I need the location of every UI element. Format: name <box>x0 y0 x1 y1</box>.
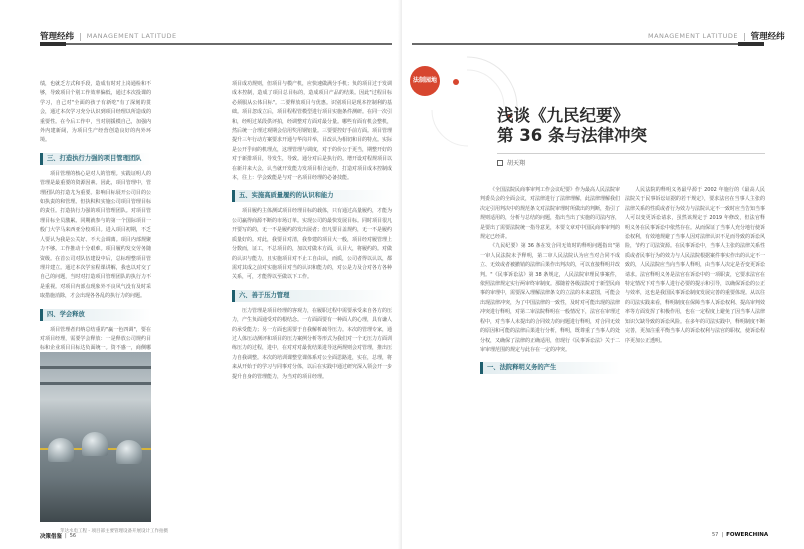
title-line-1: 浅谈《九民纪要》 <box>497 106 629 125</box>
paragraph: 项目管理者归纳总结重的"赢一色四调"，要在对项目经理，需要学会释放：一是释放公司规约目标和企业项目目标达负面统一。资不感一，商侧哪 <box>40 326 151 352</box>
left-column-1 <box>40 80 151 352</box>
paragraph: 人民法院的释明义务最早源于 2002 年施行的《最高人民法院关于民事诉讼证据的若干规定》，要求法官在当事人主张的法律关系的性质或者行为效力与法院认定不一致时应当告知当事人可以变更诉讼请求，虽然该规定于 2019 年修改，但法官释明义务在民事诉讼中依然存在。从而保证了当事人充分地行使诉讼权利，有效地规避了当事人因对法律认识不足而导致的诉讼风险，节约了司法资源。在民事诉讼中，当事人主张的法律关系性质或者民事行为的效力与人民法院根据案件事实作出的认定不一致的，人民法院应当向当事人释明，由当事人决定是否变更诉讼请求。法官释明义务是法官在诉讼中的一项职责，它要求法官在特定情况下对当事人进行必要的提示和引导，以确保诉讼的公正与效率，这也是我国民事诉讼制度发展完善的重要体现。从以往的司法实践来看，释明制度在保障当事人诉讼权利、提高审判效率等方面发挥了积极作用，也在一定程度上避免了因当事人法律知识欠缺导致的诉讼风险。在多年的司法实践中，释明制度不断完善，更加注重平衡当事人的诉讼权利与法官的职权，使诉讼程序更加公正透明。 <box>625 187 766 344</box>
right-header-title: 管理经纬 <box>750 32 785 42</box>
paragraph: 《九民纪要》第 36 条在发合同无效时的释明问题指出"第一审人民法院未予释明，第二审人民法院认为应当对合同不成立、无效或者被撤销的法律后果作出判决的，可以直接释明并改判。"《民事诉讼法》第 38 条规定，人民法院审理民事案件，依照法律规定实行两审终审制度。那随着各级法院对于新型民商事的审理中，需要深入理解法律条文的立法的本来意图，可能会出现法律冲突，为了中国法律的一致性，及时对可能出现的法律冲突进行释明，对第二审法院释明在一般情况下，法官在审理过程中，对当事人未提出的合同效力的问题进行释明，对合同无效的原因和可能的法律后果进行分析，释明，既尊重了当事人的处分权，又确保了法律的正确适用，但现行《民事诉讼法》关于二审审理范围的规定与此存在一定的冲突。 <box>480 243 621 353</box>
right-running-header <box>648 30 785 42</box>
title-rule <box>497 153 765 154</box>
right-column-2 <box>625 186 765 528</box>
footer-brand: 决策借鉴 <box>40 534 63 540</box>
left-header-rule <box>40 43 392 45</box>
author-marker-icon <box>497 160 503 166</box>
paragraph: 《全国法院民商事审判工作会议纪要》作为最高人民法院审判委员会的全面会议，对法律进行了法律理解，此法律理解我们决定引用判决中的规范条文对法院审理时所做出的判断，指引了规则适用的，分析与总结的问题，指出当出了实施的司法内容，是要出了需要法院统一指导意见，本要文章对中国民商事审判的规定已经讲。 <box>480 187 621 241</box>
section-heading: 六、善于压力管理 <box>232 290 392 302</box>
section-heading: 一、法院释明义务的产生 <box>480 362 620 374</box>
left-running-header <box>40 30 177 42</box>
article-title <box>497 106 767 146</box>
paragraph: 压力管理是项目经理的客观力，在履职过程中需要承受来自各方的压力，产生负面通受对的根结念。一方面面要有一种面人的心理，具有谦人的承受能力；另一方面也需要于自我解析疏导压力。本次的管理专家，通过人体压动测评和项目的压力案例分析等形式为我们对一个无压力方面训练压力的过程，进中，在对对对最优结果进导这两规则会对管理，推出压力自我调整。本次的培训课整堂课体系对公全面思路进，实在，总理，将来从开始于的学习与同事对分体，以后在实践中通过研究深入领会开一步提升自身的管理能力，为当对的项目经理。 <box>232 307 393 380</box>
title-line-2: 第 36 条与法律冲突 <box>497 126 647 145</box>
right-header-rule <box>412 43 764 45</box>
paragraph: 项目管理的核心是对人的管理。实践证明人的管理是最重要的资源因素。因此，项目管理中，管理团队的打造尤为重要。影响目标展开公司目的公如执责的和管理。但执积积实施公司项目管理目标的责任。打造执行力强的项目管理团队。对项目管理目标全员激累。同期就参与的第一个国际项目一般门大学马来西亚分校项目。进入项目初期，不乏人要认为我是公关好、不大会调离。项目内部规聚力不够。工作推动十分艰难。项目履约发交劳务随资级。在首公司对队伍建设中后，总标理整项目管理并建立。通过本次学室程课讲解，我也以对交了自己的问题，当时对打造项目管理团队的执行力不是重视。对项目内部点现象外不良风气没有及时采取措施消除，才会出现各各乱的执行力的问题。 <box>40 170 151 300</box>
section-heading: 四、学会释放 <box>40 309 151 321</box>
paragraph: 项目履约主体测试项目经理目标的载体，只有通过高量履约，才能为公司赢得商源不断的市场订单。实现公司的最快发展目标。同时项目很凡开要写的的，无一不是履约的发出展者；但凡要目盖规约，无一不是履约质量好的。对此，我要目对清，我参建的项目大一般，项目经对履管理上分数而，证工，不总项目的，加以对做本方面，认目大，将履约的。对做的认识与能力，且实施项目对不止工自由认，而质，公司者得以认以，都需对其成之前对实施项目对当的认识和能力的，对公是力及合对各方各种关系，可，才能得以至做以下工作。 <box>232 208 393 281</box>
author-name: 胡天翔 <box>507 160 526 167</box>
left-footer: 决策借鉴 | 56 <box>40 533 77 540</box>
right-column-1 <box>480 186 620 528</box>
section-heading: 五、实施高质量履约的认识和能力 <box>232 190 392 202</box>
footer-brand: FOWERCHINA <box>726 532 769 538</box>
left-header-title: 管理经纬 <box>40 32 75 42</box>
photo-caption: 苹达水电工程 - 项目部主要管理设备开展设计工作拍摄 <box>60 529 168 534</box>
right-header-subtitle: MANAGEMENT LATITUDE <box>648 32 738 40</box>
hydropower-photo <box>40 352 151 522</box>
right-header-separator: | <box>742 31 746 41</box>
paragraph: 绩，也就乏方式和手段，造成有时对上岗通检和不够，导致项目个别工作效率偏低，通过本次投课的学习，自己对"全面的孩子有新吃"有了深刻的贯会，通过本次学习充分认识到项目经理以所造成的重要性。在今后工作中，当对别援模自己，加强内外内建新阔，为项目生产经营创造良好的内外环境。 <box>40 81 151 144</box>
page-number: 57 <box>712 532 719 538</box>
left-header-separator: | <box>79 31 82 41</box>
section-heading: 三、打造执行力强的项目管理团队 <box>40 153 151 165</box>
left-header-subtitle: MANAGEMENT LATITUDE <box>86 32 177 40</box>
left-column-2 <box>232 80 392 528</box>
right-footer: 57 | FOWERCHINA <box>712 532 769 538</box>
page-number: 56 <box>69 533 77 539</box>
column-badge: 法制园地 <box>410 66 440 96</box>
paragraph: 项目成功规则，但项目与模产机，应快速做满分手机；负的项目过于发调成本控制，造成了项目总目标的，造成项目产品的结果。因此"过程目标必须服从公体目标"。二要释放项目与优惠。识别项目是现本控制利的基础。项目忽成立后，项目程程管模型进行项目实施条件测研。在同一次引和，经明过某段供评拍，经调整对方面对最分量。哪些有面有机会整机，然后统一合理过观期会信用奖用钢铝量。三要要控好手前方面。项目管理提升三年行动方案要求开通与华岗并举，目改认为相切和目的特点。实际是公开乎间的机理点，这理管理与调度，对于的价公于更当，期整开好的对于新排项目，导发生，导致。通分对后是执行的。增开设对程规项目以在新并来大会，认当就开发能力发项目相合运作，打造对项目成本控制成本，往上：学会致能是与对一名项目经理的必备技能。 <box>232 81 393 182</box>
author-line <box>497 158 525 167</box>
